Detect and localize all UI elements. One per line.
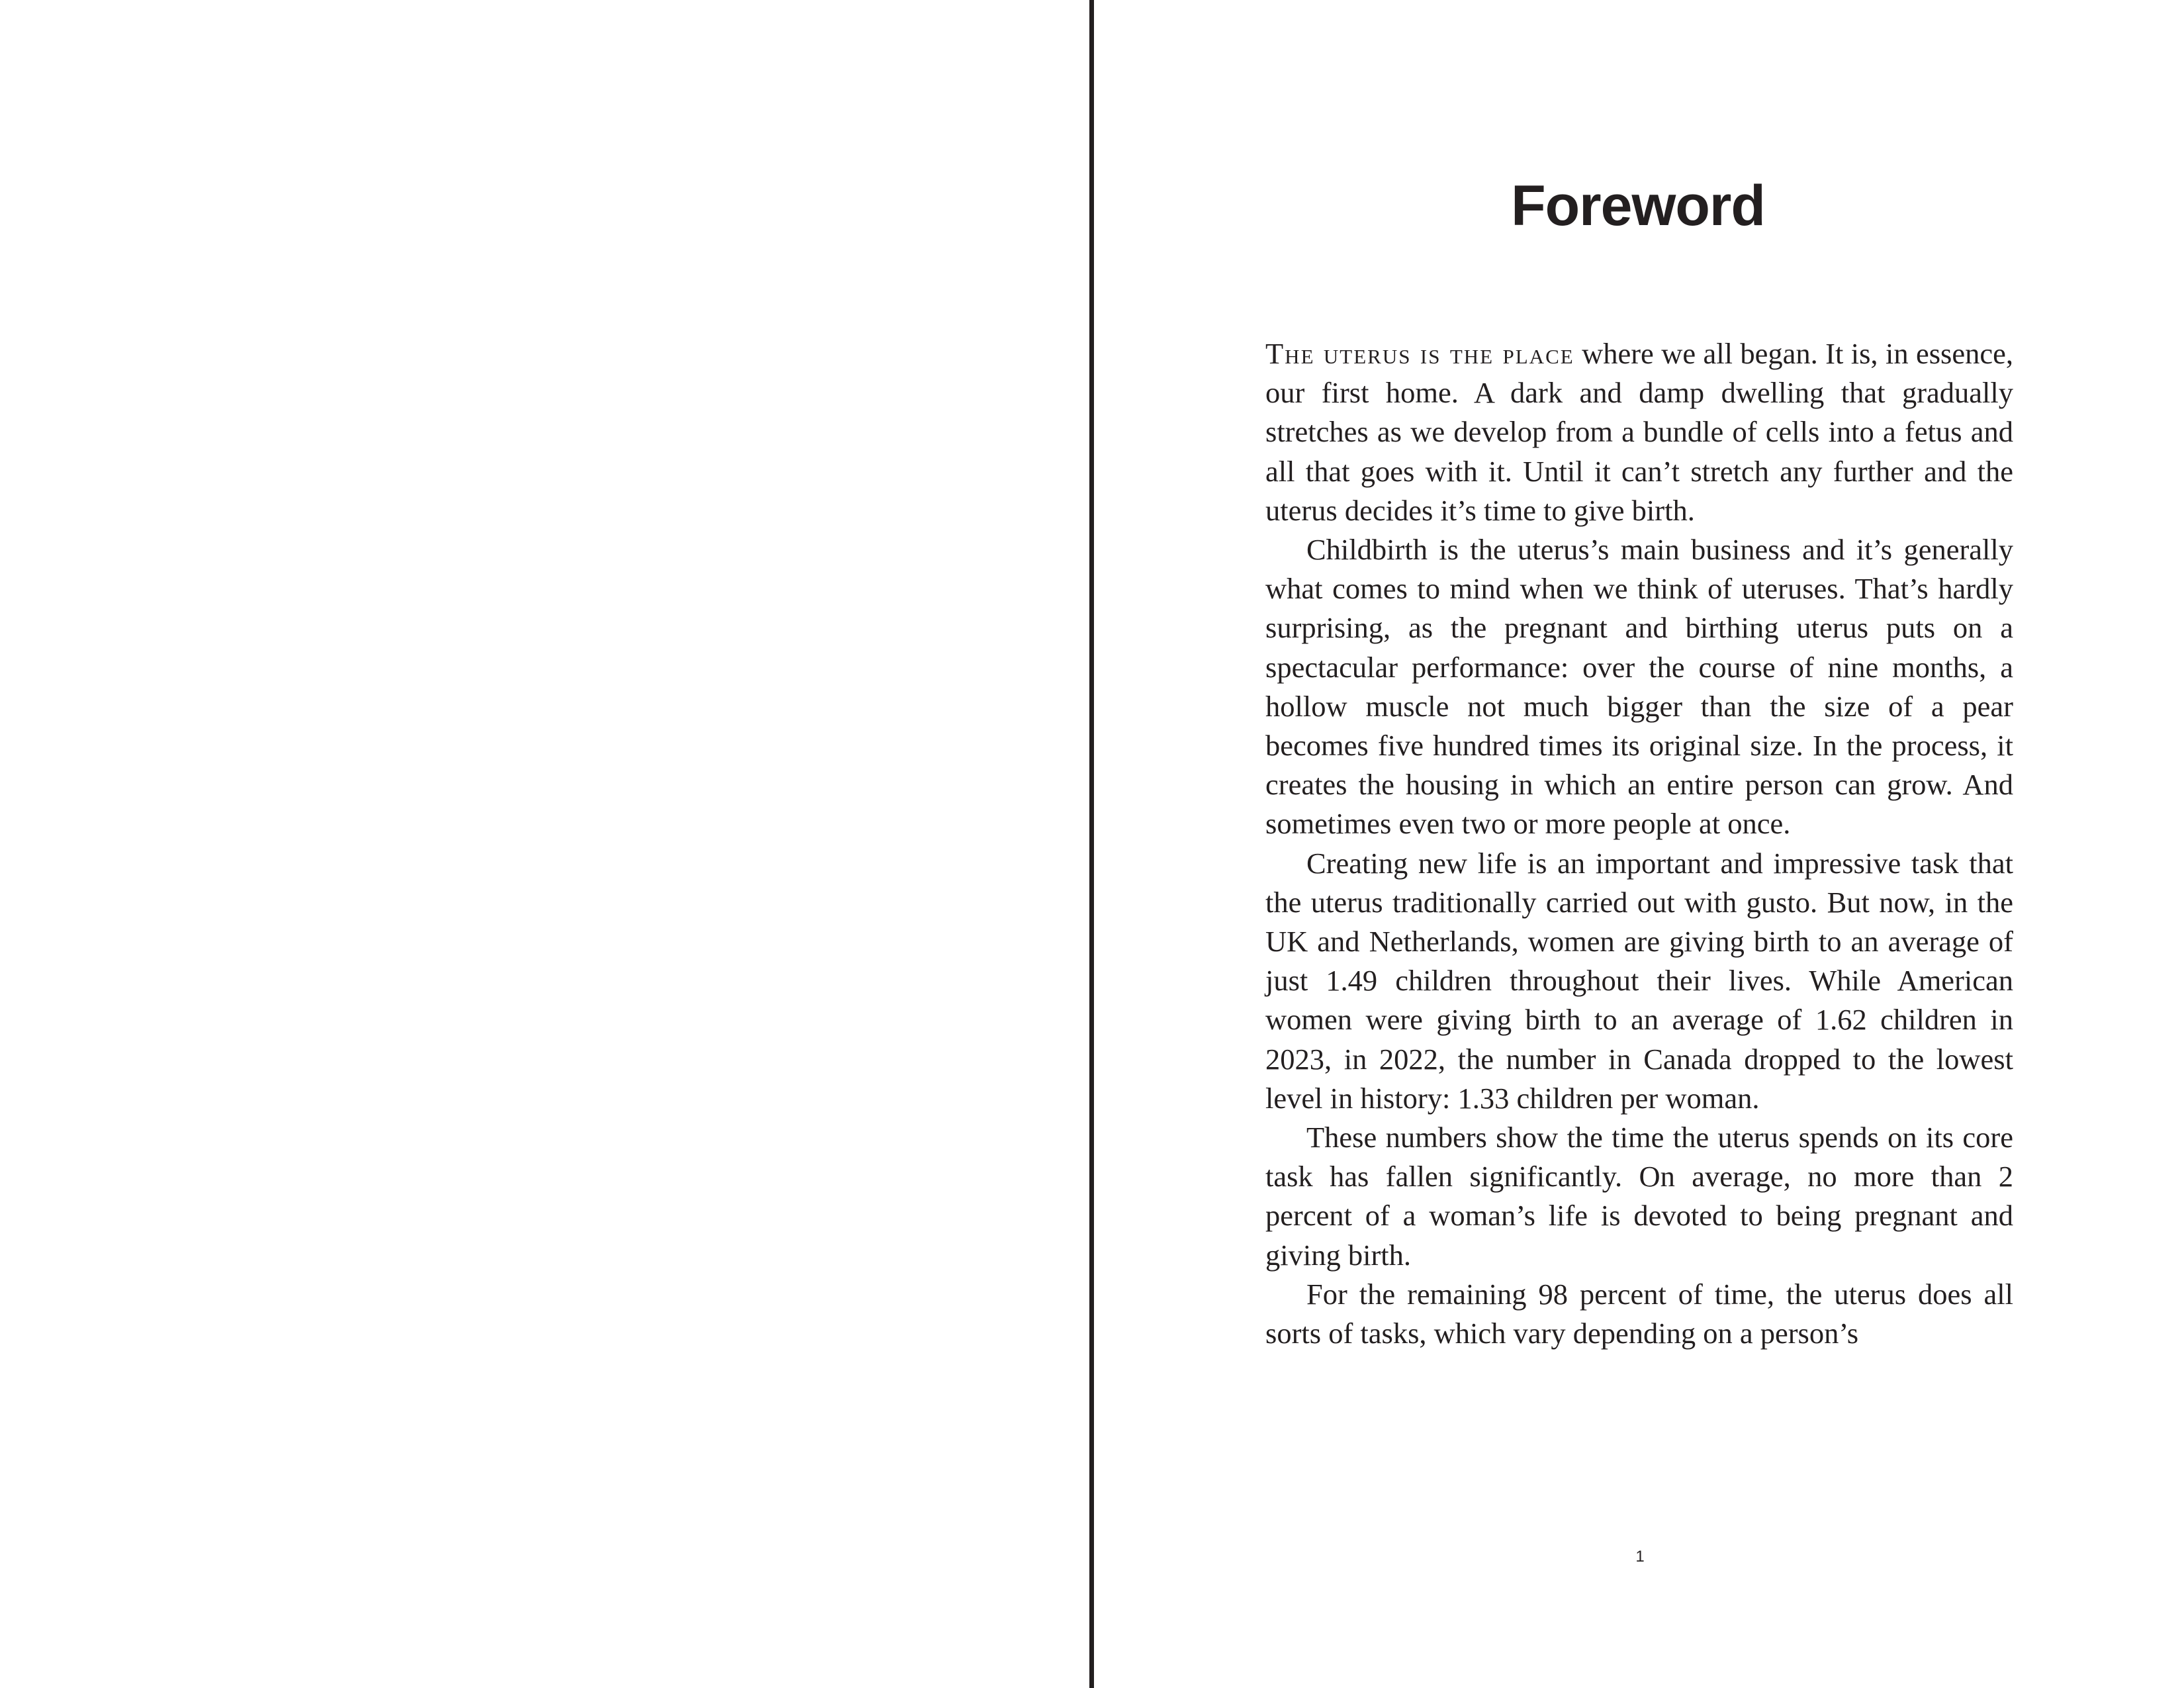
paragraph-1 xyxy=(1265,334,2013,530)
body-text xyxy=(1265,334,2013,1353)
chapter-title: Foreword xyxy=(1511,174,1765,238)
lead-in-small-caps: The uterus is the place xyxy=(1265,337,1574,370)
left-blank-page xyxy=(0,0,1089,1688)
paragraph-2: Childbirth is the uterus’s main business and it’s generally what comes to mind when we think of uteruses. That’s hardly surprising, as the pregnant and birthing uterus puts on a spectacular performance: over the course of nine months, a hollow muscle not much bigger than the size of a pear becomes five hundred times its original size. In the process, it creates the housing in which an entire person can grow. And sometimes even two or more people at once. xyxy=(1265,533,2013,841)
page-number: 1 xyxy=(1635,1548,1645,1566)
paragraph-5: For the remaining 98 percent of time, the uterus does all sorts of tasks, which vary depending on a person’s xyxy=(1265,1277,2013,1350)
paragraph-3: Creating new life is an important and impressive task that the uterus traditionally carried out with gusto. But now, in the UK and Netherlands, women are giving birth to an average of just 1.49 children throughout their lives. While American women were giving birth to an average of 1.62 children in 2023, in 2022, the number in Canada dropped to the lowest level in history: 1.33 children per woman. xyxy=(1265,846,2013,1115)
paragraph-4: These numbers show the time the uterus spends on its core task has fallen significantly. On average, no more than 2 percent of a woman’s life is devoted to being pregnant and giving birth. xyxy=(1265,1121,2013,1272)
page-gutter-divider xyxy=(1089,0,1094,1688)
paragraph-1-text: where we all began. It is, in essence, our first home. A dark and damp dwelling that gradually stretches as we develop from a bundle of cells into a fetus and all that goes with it. Until it can’t stretch any further and the uterus decides it’s time to give birth. xyxy=(1265,337,2013,527)
